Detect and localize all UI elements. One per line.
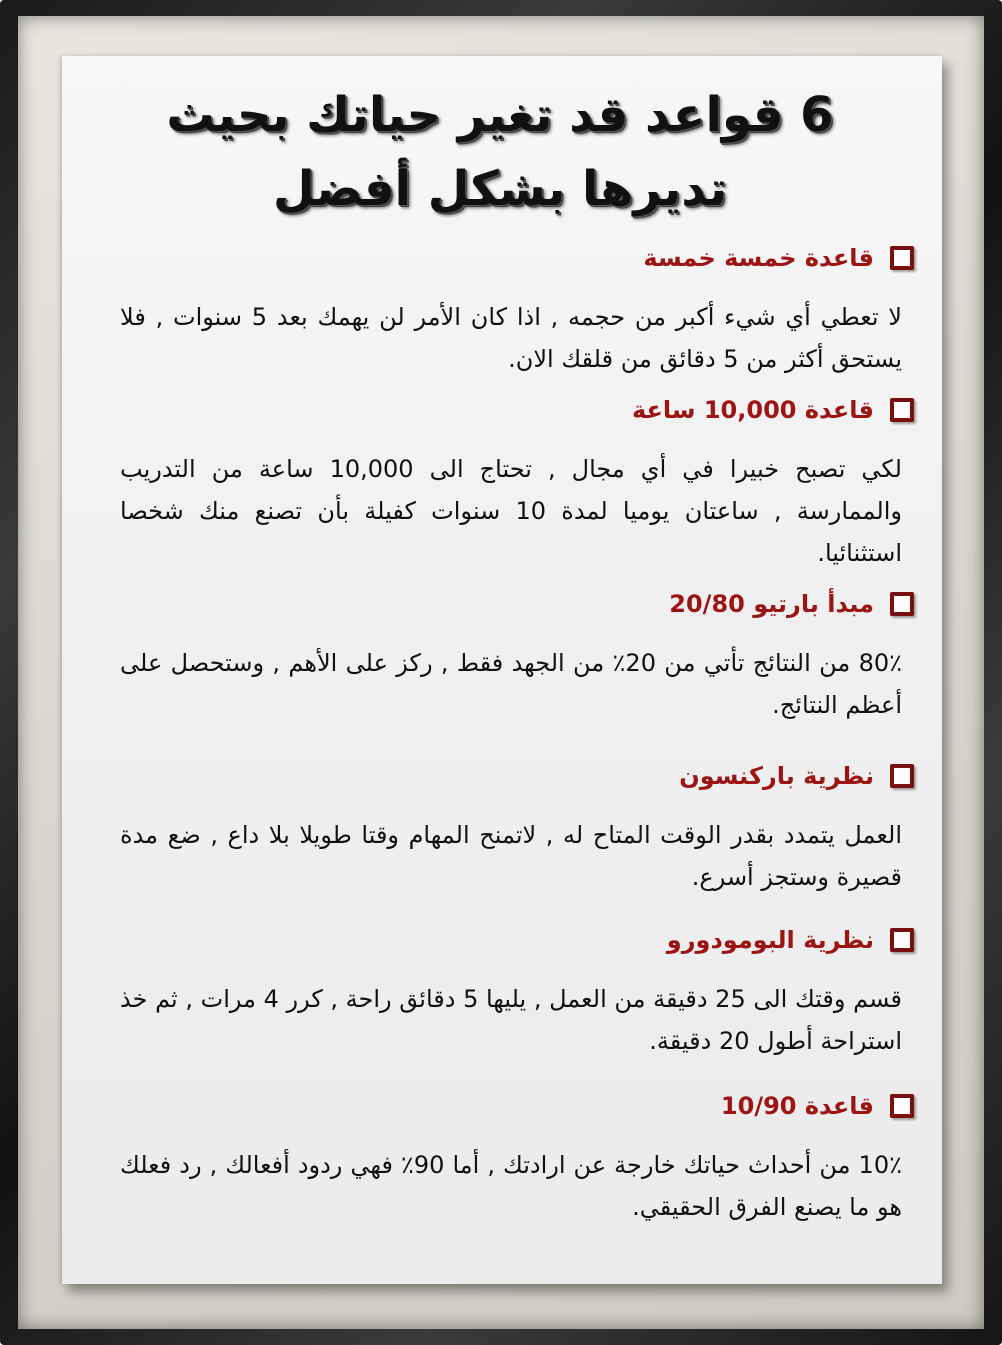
rule-text-3: 80٪ من النتائج تأتي من 20٪ من الجهد فقط , ركز على الأهم , وستحصل على أعظم النتائج. xyxy=(120,649,902,719)
rule-heading-1 xyxy=(120,238,914,278)
rule-text-1: لا تعطي أي شيء أكبر من حجمه , اذا كان الأمر لن يهمك بعد 5 سنوات , فلا يستحق أكثر من 5 دقائق من قلقك الان. xyxy=(120,303,902,373)
checkbox-icon xyxy=(890,246,914,270)
rule-heading-2 xyxy=(120,390,914,430)
rule-heading-text-4: نظرية باركنسون xyxy=(679,762,874,790)
rule-text-2: لكي تصبح خبيرا في أي مجال , تحتاج الى 10,000 ساعة من التدريب والممارسة , ساعتان يوميا لمدة 10 سنوات كفيلة بأن تصنع منك شخصا استثنائيا. xyxy=(120,455,902,567)
rule-heading-text-5: نظرية البومودورو xyxy=(666,926,874,954)
rule-heading-text-3: مبدأ بارتيو 20/80 xyxy=(669,590,874,618)
rule-section-5 xyxy=(120,920,914,1062)
title-line-2: تديرها بشكل أفضل xyxy=(272,161,727,217)
checkbox-icon xyxy=(890,928,914,952)
rule-heading-text-1: قاعدة خمسة خمسة xyxy=(643,244,874,272)
rule-text-6: 10٪ من أحداث حياتك خارجة عن ارادتك , أما 90٪ فهي ردود أفعالك , رد فعلك هو ما يصنع الفرق الحقيقي. xyxy=(120,1151,902,1221)
rule-section-4 xyxy=(120,756,914,898)
checkbox-icon xyxy=(890,398,914,422)
rule-section-3 xyxy=(120,584,914,726)
rule-heading-4 xyxy=(120,756,914,796)
checkbox-icon xyxy=(890,592,914,616)
checkbox-icon xyxy=(890,1094,914,1118)
rule-heading-5 xyxy=(120,920,914,960)
rule-heading-text-6: قاعدة 10/90 xyxy=(720,1092,874,1120)
rule-section-1 xyxy=(120,238,914,380)
rule-heading-3 xyxy=(120,584,914,624)
title-line-1: 6 قواعد قد تغير حياتك بحيث xyxy=(166,87,834,143)
rule-heading-text-2: قاعدة 10,000 ساعة xyxy=(631,396,874,424)
rule-text-5: قسم وقتك الى 25 دقيقة من العمل , يليها 5 دقائق راحة , كرر 4 مرات , ثم خذ استراحة أطول 20 دقيقة. xyxy=(120,985,902,1055)
rule-text-4: العمل يتمدد بقدر الوقت المتاح له , لاتمنح المهام وقتا طويلا بلا داع , ضع مدة قصيرة وستجز أسرع. xyxy=(120,821,902,891)
rule-section-6 xyxy=(120,1086,914,1228)
checkbox-icon xyxy=(890,764,914,788)
rule-heading-6 xyxy=(120,1086,914,1126)
rule-section-2 xyxy=(120,390,914,574)
page-title xyxy=(70,78,930,226)
